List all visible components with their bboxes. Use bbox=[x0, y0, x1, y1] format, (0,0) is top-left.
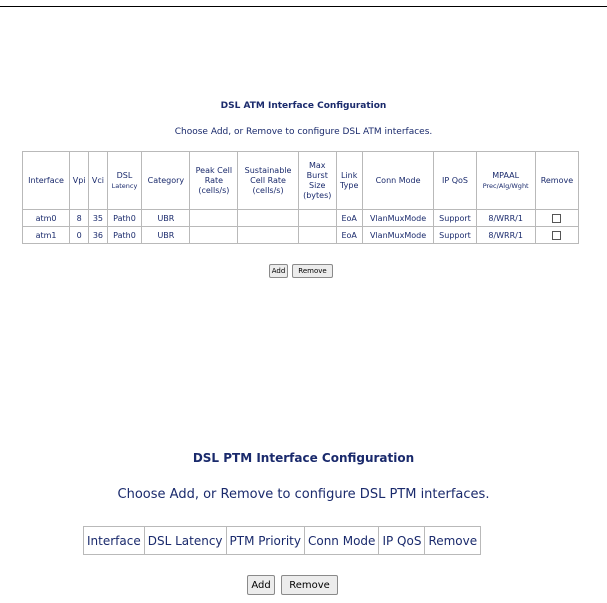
ptm-interface-table bbox=[83, 526, 481, 555]
ptm-header-row bbox=[84, 527, 481, 555]
cell-ip-qos: Support bbox=[434, 210, 476, 227]
header-peak-line2: Rate bbox=[204, 175, 224, 185]
atm-header-row bbox=[23, 152, 579, 210]
cell-vci: 35 bbox=[89, 210, 107, 227]
cell-interface: atm0 bbox=[23, 210, 70, 227]
header-link-line2: Type bbox=[340, 180, 359, 190]
remove-checkbox-atm0[interactable] bbox=[552, 214, 561, 223]
cell-link-type: EoA bbox=[336, 227, 362, 244]
header-sust-line3: (cells/s) bbox=[252, 185, 284, 195]
header-peak-cell-rate bbox=[190, 152, 238, 210]
ptm-subtitle: Choose Add, or Remove to configure DSL PTM interfaces. bbox=[117, 487, 490, 502]
header-ip-qos: IP QoS bbox=[434, 152, 476, 210]
header-conn-mode: Conn Mode bbox=[362, 152, 434, 210]
cell-latency: Path0 bbox=[107, 227, 142, 244]
header-link-type bbox=[336, 152, 362, 210]
header-mpaal-line2: Prec/Alg/Wght bbox=[482, 181, 529, 190]
cell-conn-mode: VlanMuxMode bbox=[362, 227, 434, 244]
cell-ip-qos: Support bbox=[434, 227, 476, 244]
cell-burst bbox=[298, 210, 336, 227]
cell-vci: 36 bbox=[89, 227, 107, 244]
header-sust-line1: Sustainable bbox=[244, 165, 292, 175]
header-vci: Vci bbox=[89, 152, 107, 210]
table-row bbox=[23, 210, 579, 227]
header-remove: Remove bbox=[535, 152, 578, 210]
cell-latency: Path0 bbox=[107, 210, 142, 227]
atm-remove-button[interactable]: Remove bbox=[292, 264, 333, 278]
top-divider bbox=[0, 6, 607, 7]
atm-title: DSL ATM Interface Configuration bbox=[220, 101, 387, 111]
header-sust-line2: Cell Rate bbox=[250, 175, 286, 185]
header-latency: Latency bbox=[111, 181, 138, 190]
table-row bbox=[23, 227, 579, 244]
header-burst-line4: (bytes) bbox=[303, 190, 332, 200]
ptm-header-ip-qos: IP QoS bbox=[379, 527, 425, 555]
cell-remove bbox=[535, 227, 578, 244]
ptm-remove-button[interactable]: Remove bbox=[281, 575, 338, 595]
cell-conn-mode: VlanMuxMode bbox=[362, 210, 434, 227]
header-max-burst-size bbox=[298, 152, 336, 210]
remove-checkbox-atm1[interactable] bbox=[552, 231, 561, 240]
header-category: Category bbox=[142, 152, 190, 210]
ptm-header-ptm-priority: PTM Priority bbox=[226, 527, 304, 555]
cell-vpi: 8 bbox=[70, 210, 89, 227]
header-sustainable-cell-rate bbox=[238, 152, 298, 210]
ptm-header-dsl-latency: DSL Latency bbox=[144, 527, 226, 555]
cell-category: UBR bbox=[142, 210, 190, 227]
cell-vpi: 0 bbox=[70, 227, 89, 244]
atm-subtitle: Choose Add, or Remove to configure DSL ATM interfaces. bbox=[174, 127, 433, 137]
header-peak-line3: (cells/s) bbox=[198, 185, 230, 195]
header-dsl-latency bbox=[107, 152, 142, 210]
cell-sustainable bbox=[238, 227, 298, 244]
header-burst-line3: Size bbox=[309, 180, 326, 190]
cell-burst bbox=[298, 227, 336, 244]
ptm-header-interface: Interface bbox=[84, 527, 145, 555]
cell-link-type: EoA bbox=[336, 210, 362, 227]
ptm-header-remove: Remove bbox=[425, 527, 481, 555]
header-dsl: DSL bbox=[116, 170, 133, 180]
header-interface: Interface bbox=[23, 152, 70, 210]
cell-interface: atm1 bbox=[23, 227, 70, 244]
header-mpaal bbox=[476, 152, 535, 210]
cell-category: UBR bbox=[142, 227, 190, 244]
cell-mpaal: 8/WRR/1 bbox=[476, 210, 535, 227]
cell-sustainable bbox=[238, 210, 298, 227]
header-peak-line1: Peak Cell bbox=[195, 165, 233, 175]
atm-interface-table bbox=[22, 151, 579, 244]
cell-peak bbox=[190, 227, 238, 244]
header-vpi: Vpi bbox=[70, 152, 89, 210]
header-burst-line2: Burst bbox=[306, 170, 328, 180]
ptm-header-conn-mode: Conn Mode bbox=[304, 527, 378, 555]
atm-add-button[interactable]: Add bbox=[269, 264, 288, 278]
header-burst-line1: Max bbox=[308, 160, 326, 170]
cell-mpaal: 8/WRR/1 bbox=[476, 227, 535, 244]
cell-remove bbox=[535, 210, 578, 227]
ptm-title: DSL PTM Interface Configuration bbox=[192, 451, 415, 465]
header-link-line1: Link bbox=[341, 170, 358, 180]
header-mpaal-line1: MPAAL bbox=[492, 170, 520, 180]
ptm-add-button[interactable]: Add bbox=[247, 575, 275, 595]
cell-peak bbox=[190, 210, 238, 227]
